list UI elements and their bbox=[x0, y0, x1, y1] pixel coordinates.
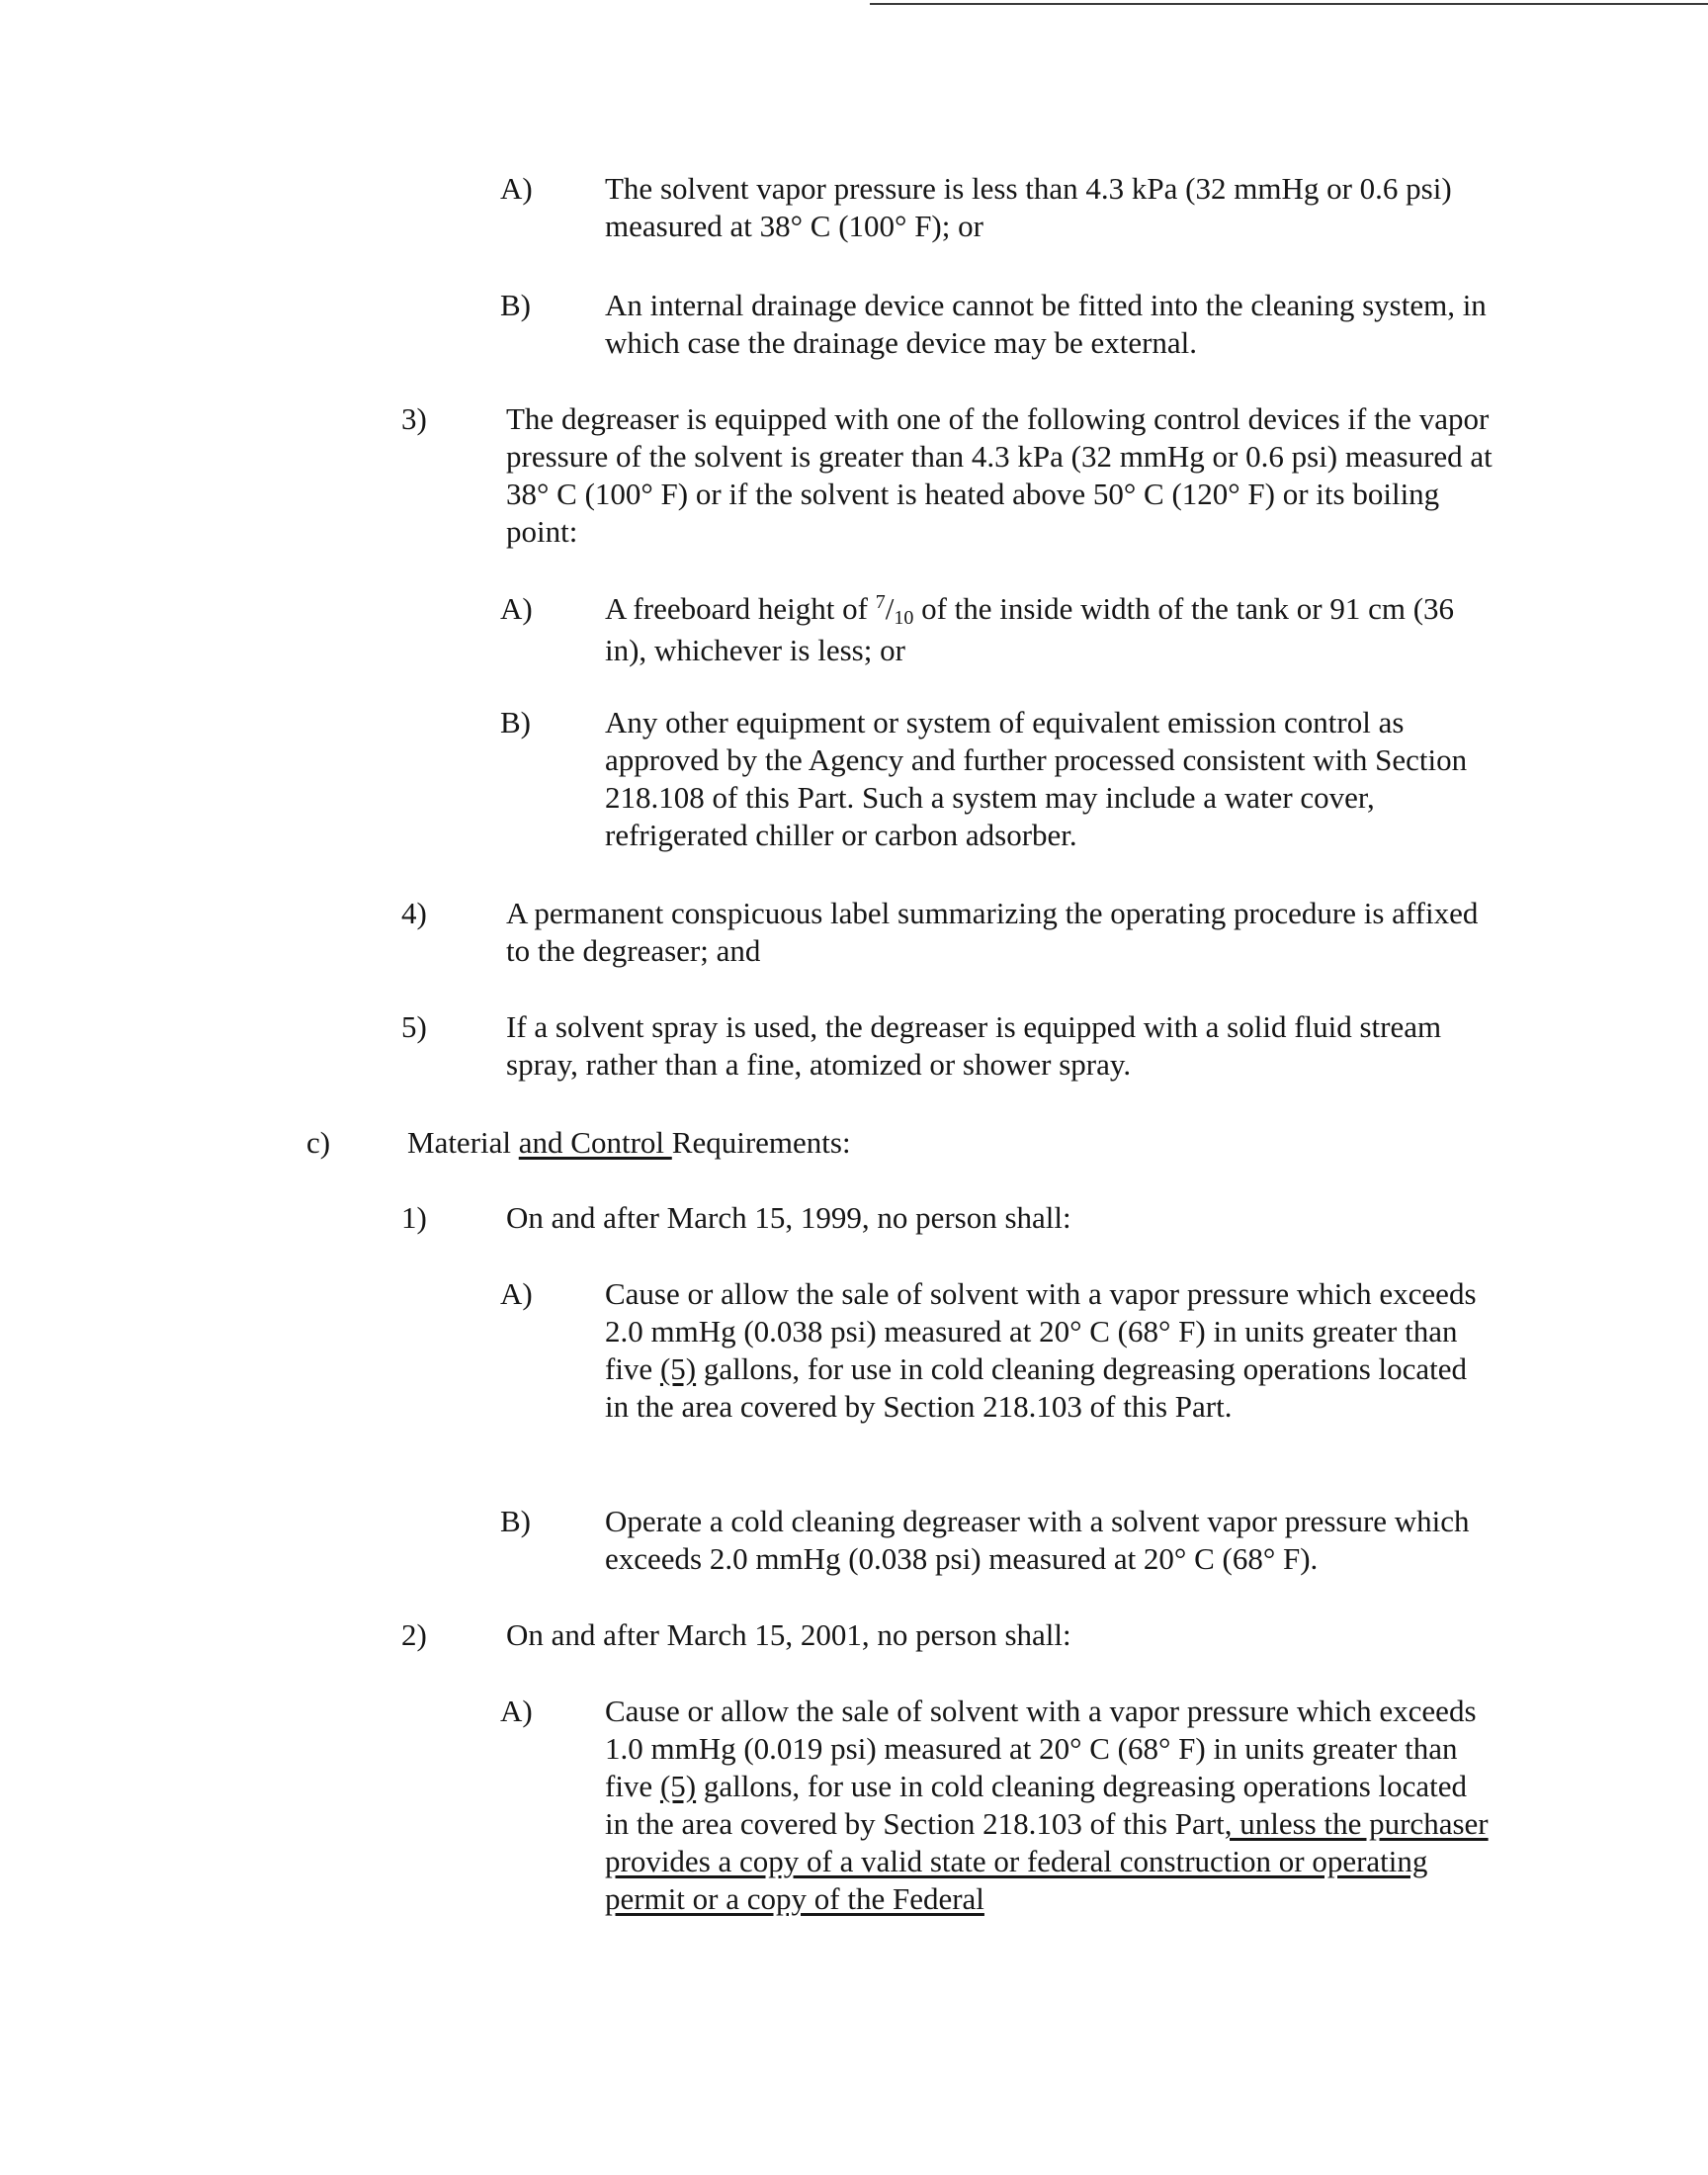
item-text-2A: The solvent vapor pressure is less than 4.3 kPa (32 mmHg or 0.6 psi) measured at 38° C (100° F); or bbox=[605, 171, 1452, 243]
item-label-c2A: A) bbox=[500, 1694, 533, 1728]
item-text-3B: Any other equipment or system of equivalent emission control as approved by the Agency and further processed consistent with Section 218.108 of this Part. Such a system may include a water cover, refrigerated chiller or carbon adsorber. bbox=[605, 705, 1468, 852]
item-label-3: 3) bbox=[401, 401, 427, 436]
freeboard-text-before: A freeboard height of bbox=[605, 591, 876, 626]
item-text-2B: An internal drainage device cannot be fitted into the cleaning system, in which case the drainage device may be external. bbox=[605, 288, 1487, 360]
item-label-2B: B) bbox=[500, 288, 531, 322]
freeboard-text-after: of the inside width of the tank or 91 cm (36 in), whichever is less; or bbox=[605, 591, 1455, 667]
item-label-3A: A) bbox=[500, 591, 533, 626]
c2A-text-middle: gallons, for use in cold cleaning degreasing operations located in the area covered by Section 218.103 of this Part bbox=[605, 1769, 1468, 1841]
item-label-4: 4) bbox=[401, 896, 427, 930]
section-label-c: c) bbox=[306, 1125, 331, 1160]
item-label-3B: B) bbox=[500, 705, 531, 740]
c1A-underlined-insert: (5) bbox=[659, 1351, 697, 1386]
item-label-c1: 1) bbox=[401, 1200, 427, 1235]
item-label-c1B: B) bbox=[500, 1504, 531, 1538]
item-text-3A bbox=[605, 590, 1494, 669]
item-text-c1: On and after March 15, 1999, no person shall: bbox=[506, 1200, 1071, 1235]
item-text-c2A bbox=[605, 1693, 1494, 1918]
item-text-c1A bbox=[605, 1275, 1494, 1426]
item-label-2A: A) bbox=[500, 171, 533, 206]
c2A-text-before: Cause or allow the sale of solvent with a vapor pressure which exceeds 1.0 mmHg (0.019 psi) measured at 20° C (68° F) in units greater than five bbox=[605, 1694, 1477, 1803]
section-heading-c bbox=[407, 1124, 1494, 1162]
fraction-numerator: 7 bbox=[875, 591, 886, 613]
fraction-denominator: 10 bbox=[894, 607, 914, 629]
item-label-5: 5) bbox=[401, 1009, 427, 1044]
c1A-text-before: Cause or allow the sale of solvent with a vapor pressure which exceeds 2.0 mmHg (0.038 psi) measured at 20° C (68° F) in units greater than five bbox=[605, 1276, 1477, 1386]
item-label-c1A: A) bbox=[500, 1276, 533, 1311]
item-label-c2: 2) bbox=[401, 1617, 427, 1652]
item-text-4: A permanent conspicuous label summarizing the operating procedure is affixed to the degreaser; and bbox=[506, 896, 1479, 968]
c1A-text-after: gallons, for use in cold cleaning degreasing operations located in the area covered by Section 218.103 of this Part. bbox=[605, 1351, 1468, 1424]
heading-underlined-insert: and Control bbox=[518, 1125, 672, 1160]
heading-text-before: Material bbox=[407, 1125, 519, 1160]
c2A-underlined-insert: (5) bbox=[659, 1769, 697, 1803]
item-text-c2: On and after March 15, 2001, no person shall: bbox=[506, 1617, 1071, 1652]
c2A-underlined-tail: , unless the purchaser provides a copy of a valid state or federal construction or operating permit or a copy of the Federal bbox=[605, 1806, 1489, 1916]
item-text-3: The degreaser is equipped with one of the following control devices if the vapor pressure of the solvent is greater than 4.3 kPa (32 mmHg or 0.6 psi) measured at 38° C (100° F) or if the solvent is heated above 50° C (120° F) or its boiling point: bbox=[506, 401, 1493, 549]
heading-text-after: Requirements: bbox=[671, 1125, 851, 1160]
item-text-c1B: Operate a cold cleaning degreaser with a solvent vapor pressure which exceeds 2.0 mmHg (0.038 psi) measured at 20° C (68° F). bbox=[605, 1504, 1470, 1576]
item-text-5: If a solvent spray is used, the degreaser is equipped with a solid fluid stream spray, rather than a fine, atomized or shower spray. bbox=[506, 1009, 1442, 1082]
top-border-rule bbox=[870, 3, 1708, 5]
fraction-slash: / bbox=[885, 591, 895, 626]
